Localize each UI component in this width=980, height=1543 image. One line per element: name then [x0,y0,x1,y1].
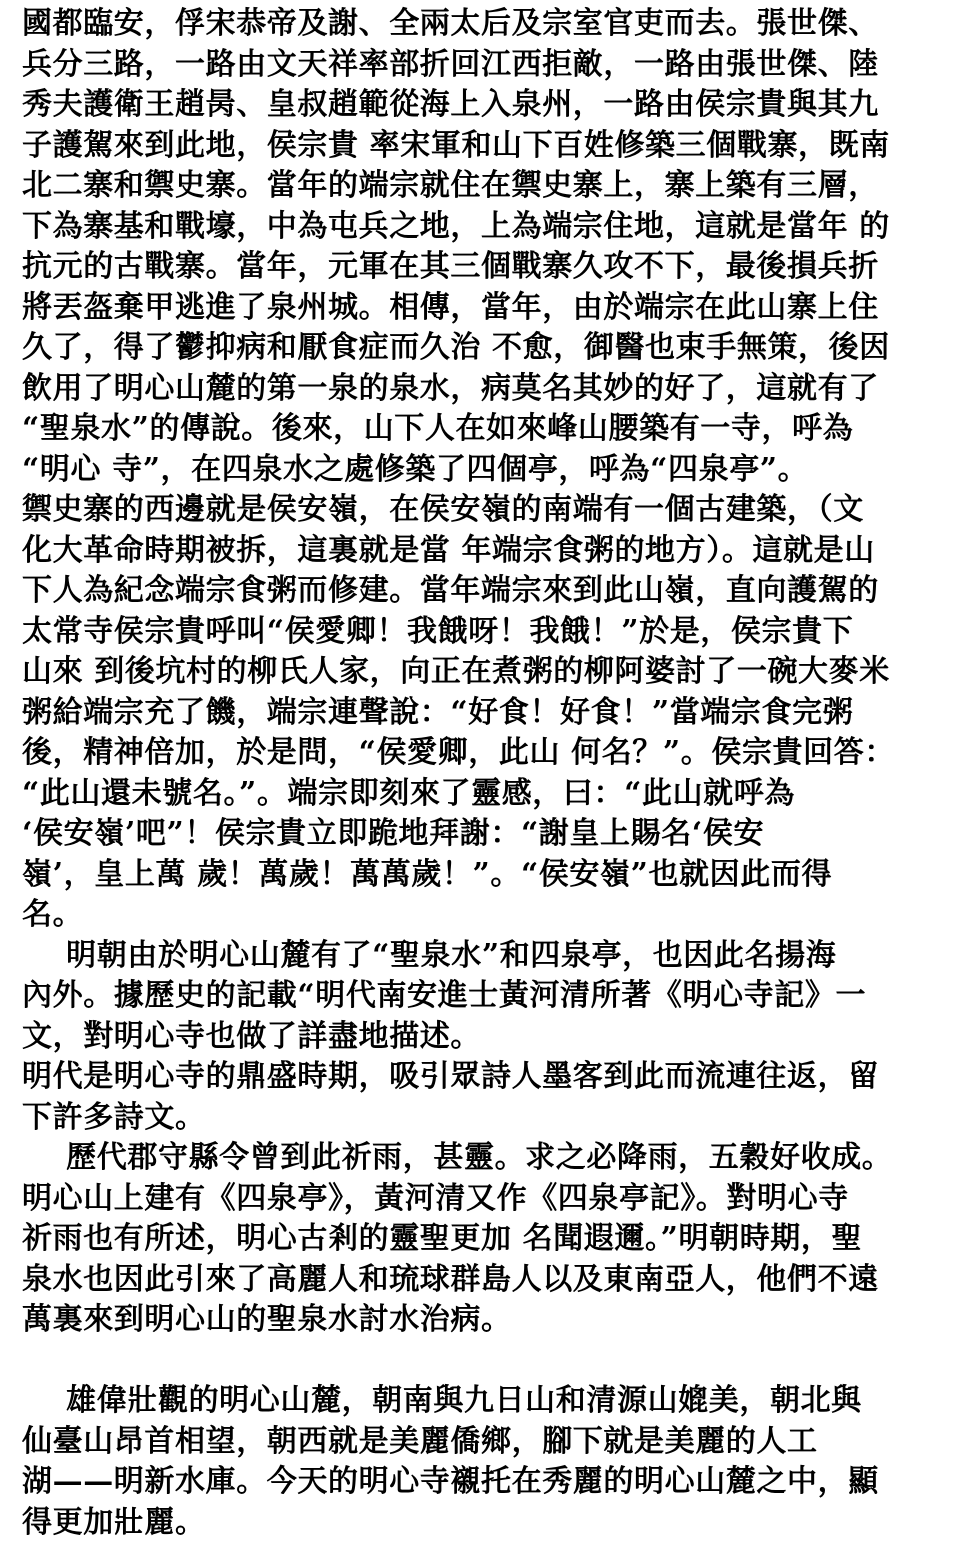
text-line: 禦史寨的西邊就是侯安嶺，在侯安嶺的南端有一個古建築，（文 [22,490,974,531]
text-line: 明代是明心寺的鼎盛時期，吸引眾詩人墨客到此而流連往返，留 [22,1057,974,1098]
paragraph-gap [22,1341,974,1382]
text-line: 後，精神倍加，於是問，“侯愛卿，此山 何名？”。侯宗貴回答： [22,733,974,774]
text-line: 名。 [22,895,974,936]
text-line: 兵分三路，一路由文天祥率部折回江西拒敵，一路由張世傑、陸 [22,45,974,86]
text-line: 文，對明心寺也做了詳盡地描述。 [22,1017,974,1058]
text-line: 將丟盔棄甲逃進了泉州城。相傳，當年，由於端宗在此山寨上住 [22,288,974,329]
text-line: 內外。據歷史的記載“明代南安進士黃河清所著《明心寺記》一 [22,976,974,1017]
text-line: 萬裏來到明心山的聖泉水討水治病。 [22,1300,974,1341]
text-line: 明心山上建有《四泉亭》，黃河清又作《四泉亭記》。對明心寺 [22,1179,974,1220]
text-line: 秀夫護衛王趙昺、皇叔趙範從海上入泉州，一路由侯宗貴與其九 [22,85,974,126]
text-line: 北二寨和禦史寨。當年的端宗就住在禦史寨上，寨上築有三層， [22,166,974,207]
text-line: 子護駕來到此地，侯宗貴 率宋軍和山下百姓修築三個戰寨，既南 [22,126,974,167]
text-line: 下人為紀念端宗食粥而修建。當年端宗來到此山嶺，直向護駕的 [22,571,974,612]
text-line: 化大革命時期被拆，這裏就是當 年端宗食粥的地方）。這就是山 [22,531,974,572]
text-line: 國都臨安，俘宋恭帝及謝、全兩太后及宗室官吏而去。張世傑、 [22,4,974,45]
text-line: 仙臺山昂首相望，朝西就是美麗僑鄉，腳下就是美麗的人工 [22,1422,974,1463]
text-line: ‘侯安嶺’吧”！侯宗貴立即跪地拜謝：“謝皇上賜名‘侯安 [22,814,974,855]
text-line: 山來 到後坑村的柳氏人家，向正在煮粥的柳阿婆討了一碗大麥米 [22,652,974,693]
text-line: 粥給端宗充了饑，端宗連聲說：“好食！好食！”當端宗食完粥 [22,693,974,734]
text-line: 雄偉壯觀的明心山麓，朝南與九日山和清源山媲美，朝北與 [22,1381,974,1422]
text-line: 下為寨基和戰壕，中為屯兵之地，上為端宗住地，這就是當年 的 [22,207,974,248]
text-line: “明心 寺”，在四泉水之處修築了四個亭，呼為“四泉亭”。 [22,450,974,491]
text-line: 明朝由於明心山麓有了“聖泉水”和四泉亭，也因此名揚海 [22,936,974,977]
text-line: 泉水也因此引來了高麗人和琉球群島人以及東南亞人，他們不遠 [22,1260,974,1301]
text-line: 抗元的古戰寨。當年，元軍在其三個戰寨久攻不下，最後損兵折 [22,247,974,288]
text-line: 太常寺侯宗貴呼叫“侯愛卿！我餓呀！我餓！”於是，侯宗貴下 [22,612,974,653]
text-line: 嶺’，皇上萬 歲！萬歲！萬萬歲！”。“侯安嶺”也就因此而得 [22,855,974,896]
text-line: 湖——明新水庫。今天的明心寺襯托在秀麗的明心山麓之中，顯 [22,1462,974,1503]
text-line: 久了，得了鬱抑病和厭食症而久治 不愈，御醫也束手無策，後因 [22,328,974,369]
text-line: “此山還未號名。”。端宗即刻來了靈感，曰：“此山就呼為 [22,774,974,815]
text-line: 飲用了明心山麓的第一泉的泉水，病莫名其妙的好了，這就有了 [22,369,974,410]
text-line: “聖泉水”的傳說。後來，山下人在如來峰山腰築有一寺，呼為 [22,409,974,450]
text-line: 歷代郡守縣令曾到此祈雨，甚靈。求之必降雨，五穀好收成。 [22,1138,974,1179]
text-line: 祈雨也有所述，明心古剎的靈聖更加 名聞遐邇。”明朝時期，聖 [22,1219,974,1260]
text-line: 下許多詩文。 [22,1098,974,1139]
document-body [22,4,974,1543]
text-line: 得更加壯麗。 [22,1503,974,1543]
